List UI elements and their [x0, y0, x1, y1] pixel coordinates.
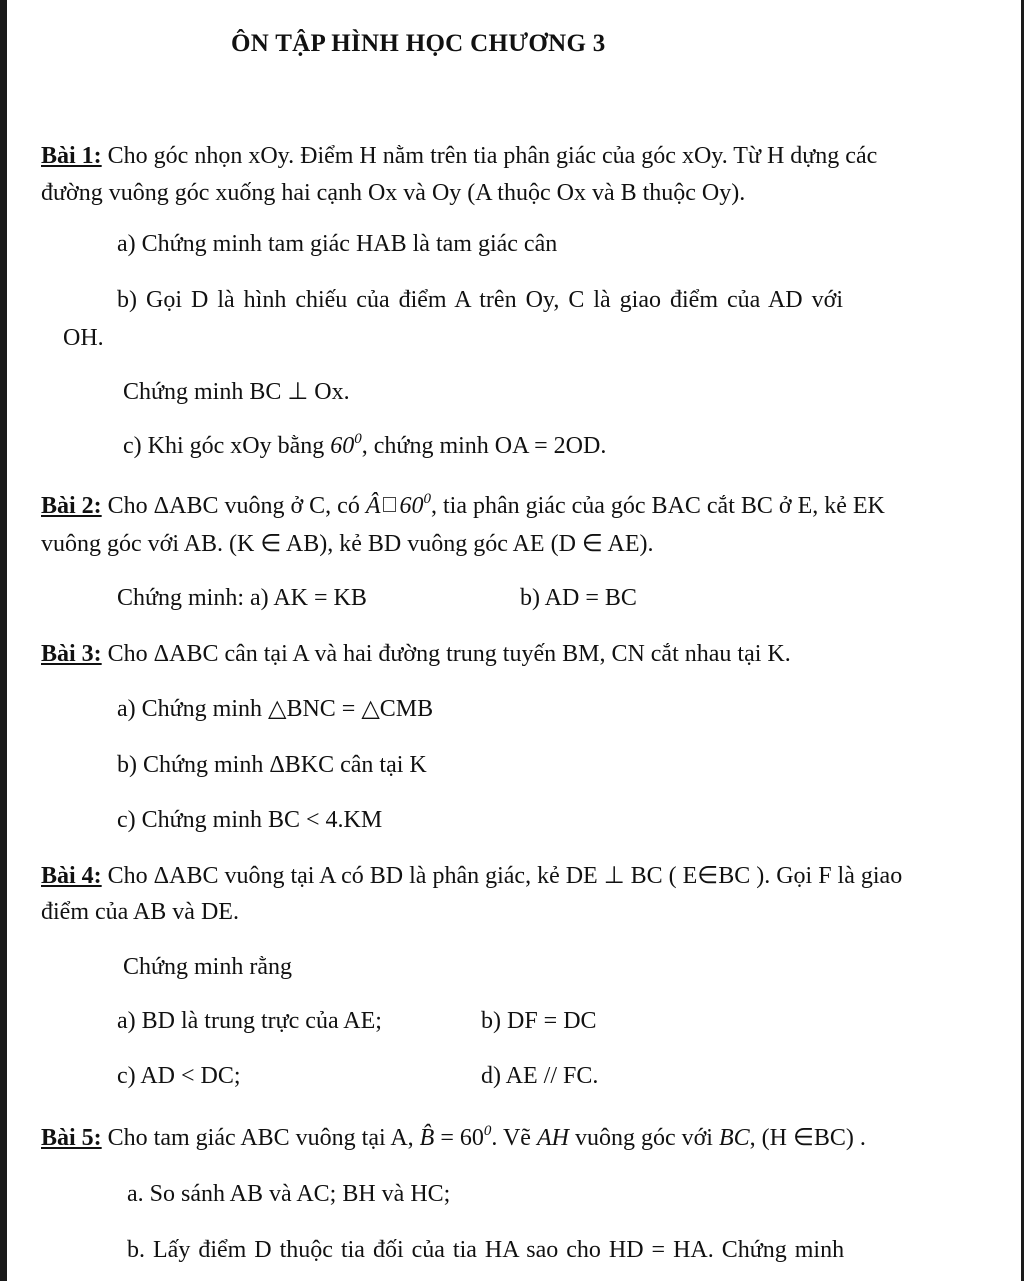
problem-4-part-c: c) AD < DC; — [117, 1063, 241, 1089]
problem-2-prove-b: b) AD = BC — [520, 585, 637, 611]
problem-3-part-a: a) Chứng minh △BNC = △CMB — [117, 696, 434, 722]
problem-3-part-c: c) Chứng minh BC < 4.KM — [117, 807, 383, 833]
problem-1-part-b-line-2: OH. — [63, 325, 104, 351]
problem-5-part-a: a. So sánh AB và AC; BH và HC; — [127, 1181, 451, 1207]
problem-1-part-c: c) Khi góc xOy bằng $60^0$, chứng minh OA = 2OD. — [123, 431, 607, 459]
problem-4-part-d: d) AE // FC. — [481, 1063, 599, 1089]
problem-4-prove-heading: Chứng minh rằng — [123, 954, 292, 980]
problem-4-line-1: Bài 4: Cho ΔABC vuông tại A có BD là phân giác, kẻ DE ⊥ BC ( E∈BC ). Gọi F là giao — [41, 863, 903, 889]
problem-3-label: Bài 3: — [41, 641, 102, 667]
problem-4-label: Bài 4: — [41, 863, 102, 889]
problem-5-label: Bài 5: — [41, 1125, 102, 1151]
problem-1-line-2: đường vuông góc xuống hai cạnh Ox và Oy (A thuộc Ox và B thuộc Oy). — [41, 180, 746, 206]
problem-3-part-b: b) Chứng minh ΔBKC cân tại K — [117, 752, 427, 778]
problem-3-line-1: Bài 3: Cho ΔABC cân tại A và hai đường trung tuyến BM, CN cắt nhau tại K. — [41, 641, 791, 667]
problem-5-part-b: b. Lấy điểm D thuộc tia đối của tia HA sao cho HD = HA. Chứng minh — [127, 1237, 845, 1263]
problem-1-part-b-line-1: b) Gọi D là hình chiếu của điểm A trên Oy, C là giao điểm của AD với — [117, 287, 843, 313]
problem-2-label: Bài 2: — [41, 493, 102, 519]
problem-1-part-b-line-3: Chứng minh BC ⊥ Ox. — [123, 379, 350, 405]
problem-1-line-1: Bài 1: Cho góc nhọn xOy. Điểm H nằm trên tia phân giác của góc xOy. Từ H dựng các — [41, 143, 878, 169]
problem-5-line-1: Bài 5: Cho tam giác ABC vuông tại A, B̂ = $60^0$. Vẽ AH vuông góc với BC, (H ∈BC) . — [41, 1123, 866, 1151]
page-title: ÔN TẬP HÌNH HỌC CHƯƠNG 3 — [231, 30, 606, 57]
problem-2-line-2: vuông góc với AB. (K ∈ AB), kẻ BD vuông góc AE (D ∈ AE). — [41, 531, 654, 557]
problem-4-line-2: điểm của AB và DE. — [41, 899, 239, 925]
missing-symbol-box — [383, 497, 396, 512]
problem-4-part-b: b) DF = DC — [481, 1008, 597, 1034]
problem-1-label: Bài 1: — [41, 143, 102, 169]
problem-2-prove-a: Chứng minh: a) AK = KB — [117, 585, 367, 611]
problem-4-part-a: a) BD là trung trực của AE; — [117, 1008, 382, 1034]
problem-2-line-1: Bài 2: Cho ΔABC vuông ở C, có Â $60^0$, tia phân giác của góc BAC cắt BC ở E, kẻ EK — [41, 491, 885, 519]
worksheet-page — [7, 0, 1021, 1281]
problem-1-part-a: a) Chứng minh tam giác HAB là tam giác cân — [117, 231, 558, 257]
